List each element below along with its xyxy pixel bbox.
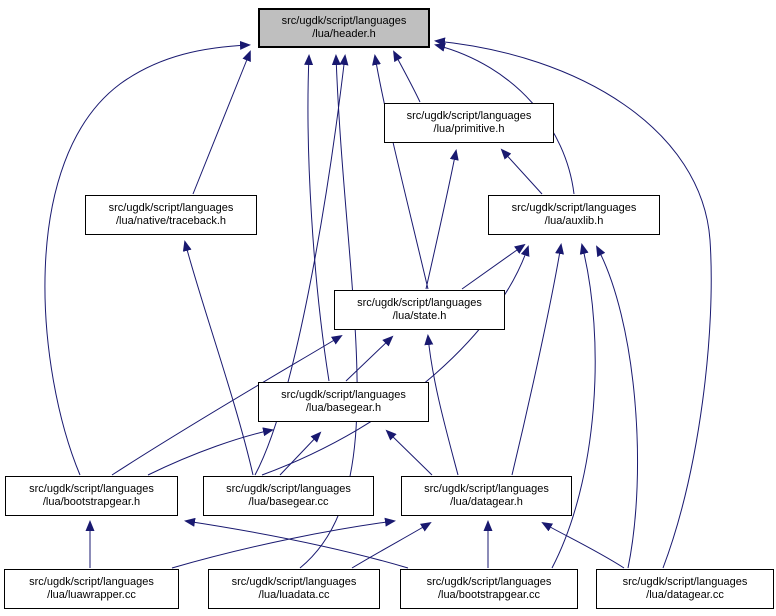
edge-bootstrapgear-h-to-basegear-h	[148, 430, 272, 475]
edge-auxlib-h-to-primitive-h	[502, 150, 542, 194]
node-label-line2: /lua/state.h	[392, 310, 447, 322]
node-header-h[interactable]	[258, 8, 430, 48]
node-luadata-cc[interactable]	[208, 569, 380, 609]
node-label-line1: src/ugdk/script/languages	[108, 201, 234, 214]
edge-state-h-to-header-h	[375, 56, 428, 289]
edge-bootstrapgear-cc-to-auxlib-h	[552, 245, 595, 568]
node-label-line2: /lua/auxlib.h	[544, 215, 604, 227]
node-label-line1: src/ugdk/script/languages	[281, 388, 406, 401]
node-label-line2: /lua/basegear.h	[305, 402, 382, 414]
edge-datagear-h-to-auxlib-h	[512, 245, 561, 475]
node-label-line1: src/ugdk/script/languages	[426, 575, 552, 588]
edge-basegear-h-to-header-h	[308, 56, 329, 381]
node-state-h[interactable]	[334, 290, 505, 330]
node-label-line2: /lua/bootstrapgear.h	[42, 496, 141, 508]
edge-state-h-to-auxlib-h	[462, 245, 524, 289]
node-bootstrapgear-h[interactable]	[5, 476, 178, 516]
node-label-line1: src/ugdk/script/languages	[424, 482, 549, 495]
node-auxlib-h[interactable]	[488, 195, 660, 235]
node-label-line2: /lua/native/traceback.h	[115, 215, 227, 227]
edge-luawrapper-cc-to-datagear-h	[172, 521, 394, 568]
node-label-line1: src/ugdk/script/languages	[29, 482, 154, 495]
node-label-line2: /lua/datagear.h	[450, 496, 523, 508]
node-label-line1: src/ugdk/script/languages	[226, 482, 351, 495]
node-datagear-h[interactable]	[401, 476, 572, 516]
node-bootstrapgear-cc[interactable]	[400, 569, 578, 609]
node-label-line2: /lua/luawrapper.cc	[47, 589, 136, 601]
node-traceback-h[interactable]	[85, 195, 257, 235]
edge-datagear-h-to-basegear-h	[387, 431, 432, 475]
node-label-line2: /lua/basegear.cc	[248, 496, 329, 508]
node-luawrapper-cc[interactable]	[4, 569, 179, 609]
node-label-line1: src/ugdk/script/languages	[622, 575, 748, 588]
node-basegear-cc[interactable]	[203, 476, 374, 516]
node-label-line2: /lua/primitive.h	[433, 123, 505, 135]
edge-state-h-to-primitive-h	[426, 151, 456, 289]
node-label-line2: /lua/header.h	[312, 28, 376, 40]
edge-basegear-cc-to-traceback-h	[185, 242, 253, 475]
node-label-line2: /lua/luadata.cc	[258, 589, 330, 601]
node-label-line1: src/ugdk/script/languages	[406, 109, 532, 122]
node-label-line1: src/ugdk/script/languages	[231, 575, 357, 588]
edge-basegear-h-to-state-h	[346, 337, 392, 381]
node-datagear-cc[interactable]	[596, 569, 774, 609]
node-label-line1: src/ugdk/script/languages	[357, 296, 482, 309]
node-basegear-h[interactable]	[258, 382, 429, 422]
node-label-line1: src/ugdk/script/languages	[511, 201, 637, 214]
node-label-line2: /lua/datagear.cc	[646, 589, 724, 601]
edge-bootstrapgear-h-to-header-h	[45, 45, 249, 475]
node-label-line1: src/ugdk/script/languages	[29, 575, 154, 588]
edge-primitive-h-to-header-h	[394, 52, 420, 102]
edge-basegear-cc-to-basegear-h	[280, 433, 320, 475]
node-label-line2: /lua/bootstrapgear.cc	[437, 589, 541, 601]
node-primitive-h[interactable]	[384, 103, 554, 143]
edge-bootstrapgear-cc-to-bootstrapgear-h	[186, 521, 408, 568]
node-label-line1: src/ugdk/script/languages	[281, 14, 407, 27]
edge-basegear-cc-to-auxlib-h	[262, 247, 528, 475]
edge-datagear-cc-to-auxlib-h	[597, 247, 638, 568]
edge-luadata-cc-to-datagear-h	[352, 523, 430, 568]
edge-traceback-h-to-header-h	[193, 52, 250, 194]
